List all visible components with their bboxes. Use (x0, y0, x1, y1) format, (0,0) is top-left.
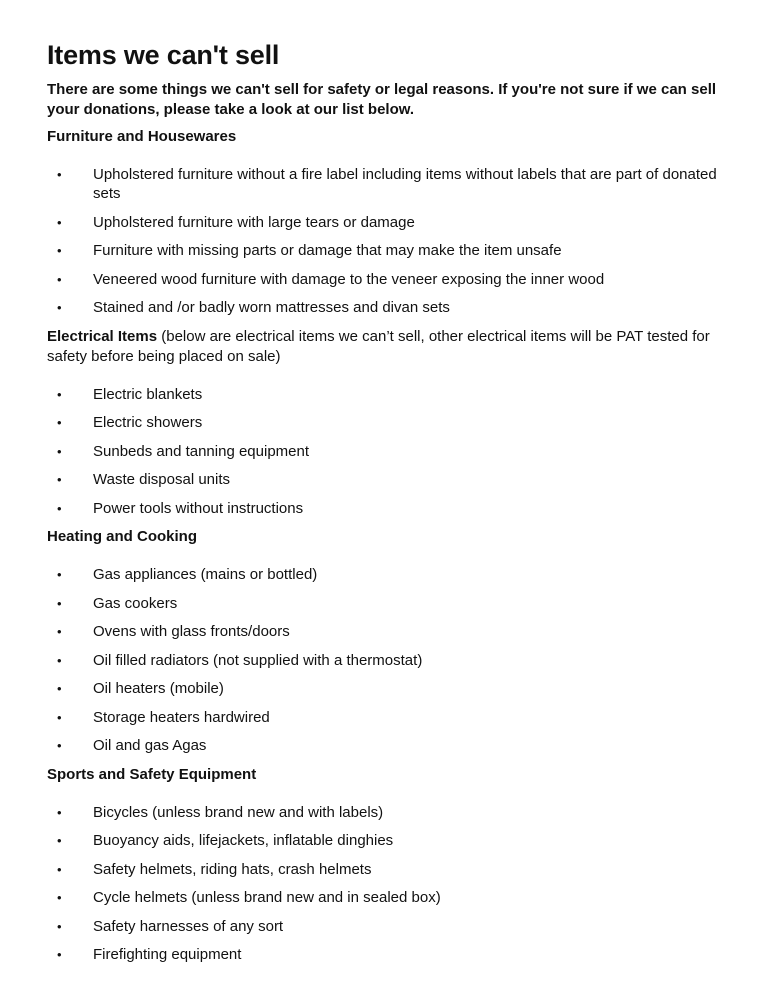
bullet-icon: • (57, 167, 62, 182)
bullet-icon: • (57, 214, 62, 230)
list-item (47, 945, 727, 964)
section-heading (47, 765, 727, 785)
item-list (47, 803, 727, 965)
list-item (47, 860, 727, 879)
bullet-icon: • (57, 443, 62, 459)
list-item-text: Safety harnesses of any sort (93, 917, 284, 935)
list-item (47, 165, 727, 203)
list-item-text: Upholstered furniture with large tears or damage (93, 213, 415, 231)
list-item-text: Gas cookers (93, 594, 178, 612)
section-heading (47, 327, 727, 367)
sections-container (47, 127, 727, 964)
list-item (47, 736, 727, 755)
bullet-icon: • (57, 624, 62, 639)
list-item-text: Gas appliances (mains or bottled) (93, 566, 318, 583)
list-item (47, 708, 727, 727)
bullet-icon: • (57, 890, 62, 905)
list-item-text: Veneered wood furniture with damage to the veneer exposing the inner wood (93, 270, 605, 288)
list-item (47, 803, 727, 822)
list-item (47, 622, 727, 641)
document-page (47, 38, 727, 974)
section-title: Electrical Items (47, 327, 158, 345)
list-item-text: Furniture with missing parts or damage that may make the item unsafe (93, 242, 562, 259)
list-item-text: Power tools without instructions (93, 499, 304, 517)
list-item-text: Storage heaters hardwired (93, 708, 270, 726)
list-item (47, 679, 727, 698)
list-item-text: Electric showers (93, 414, 203, 431)
intro-text: There are some things we can't sell for safety or legal reasons. If you're not sure if we can sell your donations, please take a look at our list below. (47, 81, 717, 118)
item-list (47, 385, 727, 518)
bullet-icon: • (57, 652, 62, 668)
list-item-text: Safety helmets, riding hats, crash helmets (93, 860, 372, 878)
bullet-icon: • (57, 300, 62, 315)
section-title: Furniture and Housewares (47, 128, 237, 145)
bullet-icon: • (57, 738, 62, 753)
list-item-text: Buoyancy aids, lifejackets, inflatable dinghies (93, 832, 394, 849)
bullet-icon: • (57, 804, 62, 820)
list-item-text: Bicycles (unless brand new and with labels) (93, 803, 384, 821)
list-item-text: Upholstered furniture without a fire label including items without labels that are part of donated sets (93, 166, 717, 202)
list-item (47, 917, 727, 936)
page-title: Items we can't sell (47, 40, 280, 70)
section-heading (47, 127, 727, 147)
bullet-icon: • (57, 567, 62, 582)
list-item (47, 831, 727, 850)
list-item (47, 270, 727, 289)
list-item (47, 442, 727, 461)
bullet-icon: • (57, 271, 62, 287)
list-item-text: Stained and /or badly worn mattresses and divan sets (93, 299, 450, 316)
bullet-icon: • (57, 681, 62, 696)
list-item (47, 241, 727, 260)
list-item (47, 565, 727, 584)
list-item-text: Ovens with glass fronts/doors (93, 623, 290, 640)
list-item-text: Sunbeds and tanning equipment (93, 442, 310, 460)
list-item-text: Oil heaters (mobile) (93, 680, 224, 697)
bullet-icon: • (57, 947, 62, 962)
list-item (47, 594, 727, 613)
list-item-text: Oil and gas Agas (93, 737, 207, 754)
bullet-icon: • (57, 918, 62, 934)
list-item-text: Cycle helmets (unless brand new and in sealed box) (93, 889, 441, 906)
bullet-icon: • (57, 595, 62, 611)
section-heading (47, 527, 727, 547)
list-item (47, 888, 727, 907)
list-item (47, 298, 727, 317)
list-item (47, 413, 727, 432)
section-title: Heating and Cooking (47, 528, 197, 545)
bullet-icon: • (57, 500, 62, 516)
list-item (47, 499, 727, 518)
item-list (47, 165, 727, 317)
section-note: (below are electrical items we can’t sell, other electrical items will be PAT tested for safety before being placed on sale) (47, 327, 710, 365)
section-title: Sports and Safety Equipment (47, 765, 257, 783)
bullet-icon: • (57, 243, 62, 258)
list-item (47, 651, 727, 670)
bullet-icon: • (57, 709, 62, 725)
bullet-icon: • (57, 861, 62, 877)
list-item (47, 470, 727, 489)
bullet-icon: • (57, 386, 62, 402)
list-item-text: Firefighting equipment (93, 946, 242, 963)
list-item-text: Electric blankets (93, 385, 203, 403)
bullet-icon: • (57, 833, 62, 848)
list-item-text: Waste disposal units (93, 471, 231, 488)
item-list (47, 565, 727, 755)
bullet-icon: • (57, 472, 62, 487)
list-item (47, 213, 727, 232)
list-item (47, 385, 727, 404)
bullet-icon: • (57, 415, 62, 430)
list-item-text: Oil filled radiators (not supplied with a thermostat) (93, 651, 423, 669)
